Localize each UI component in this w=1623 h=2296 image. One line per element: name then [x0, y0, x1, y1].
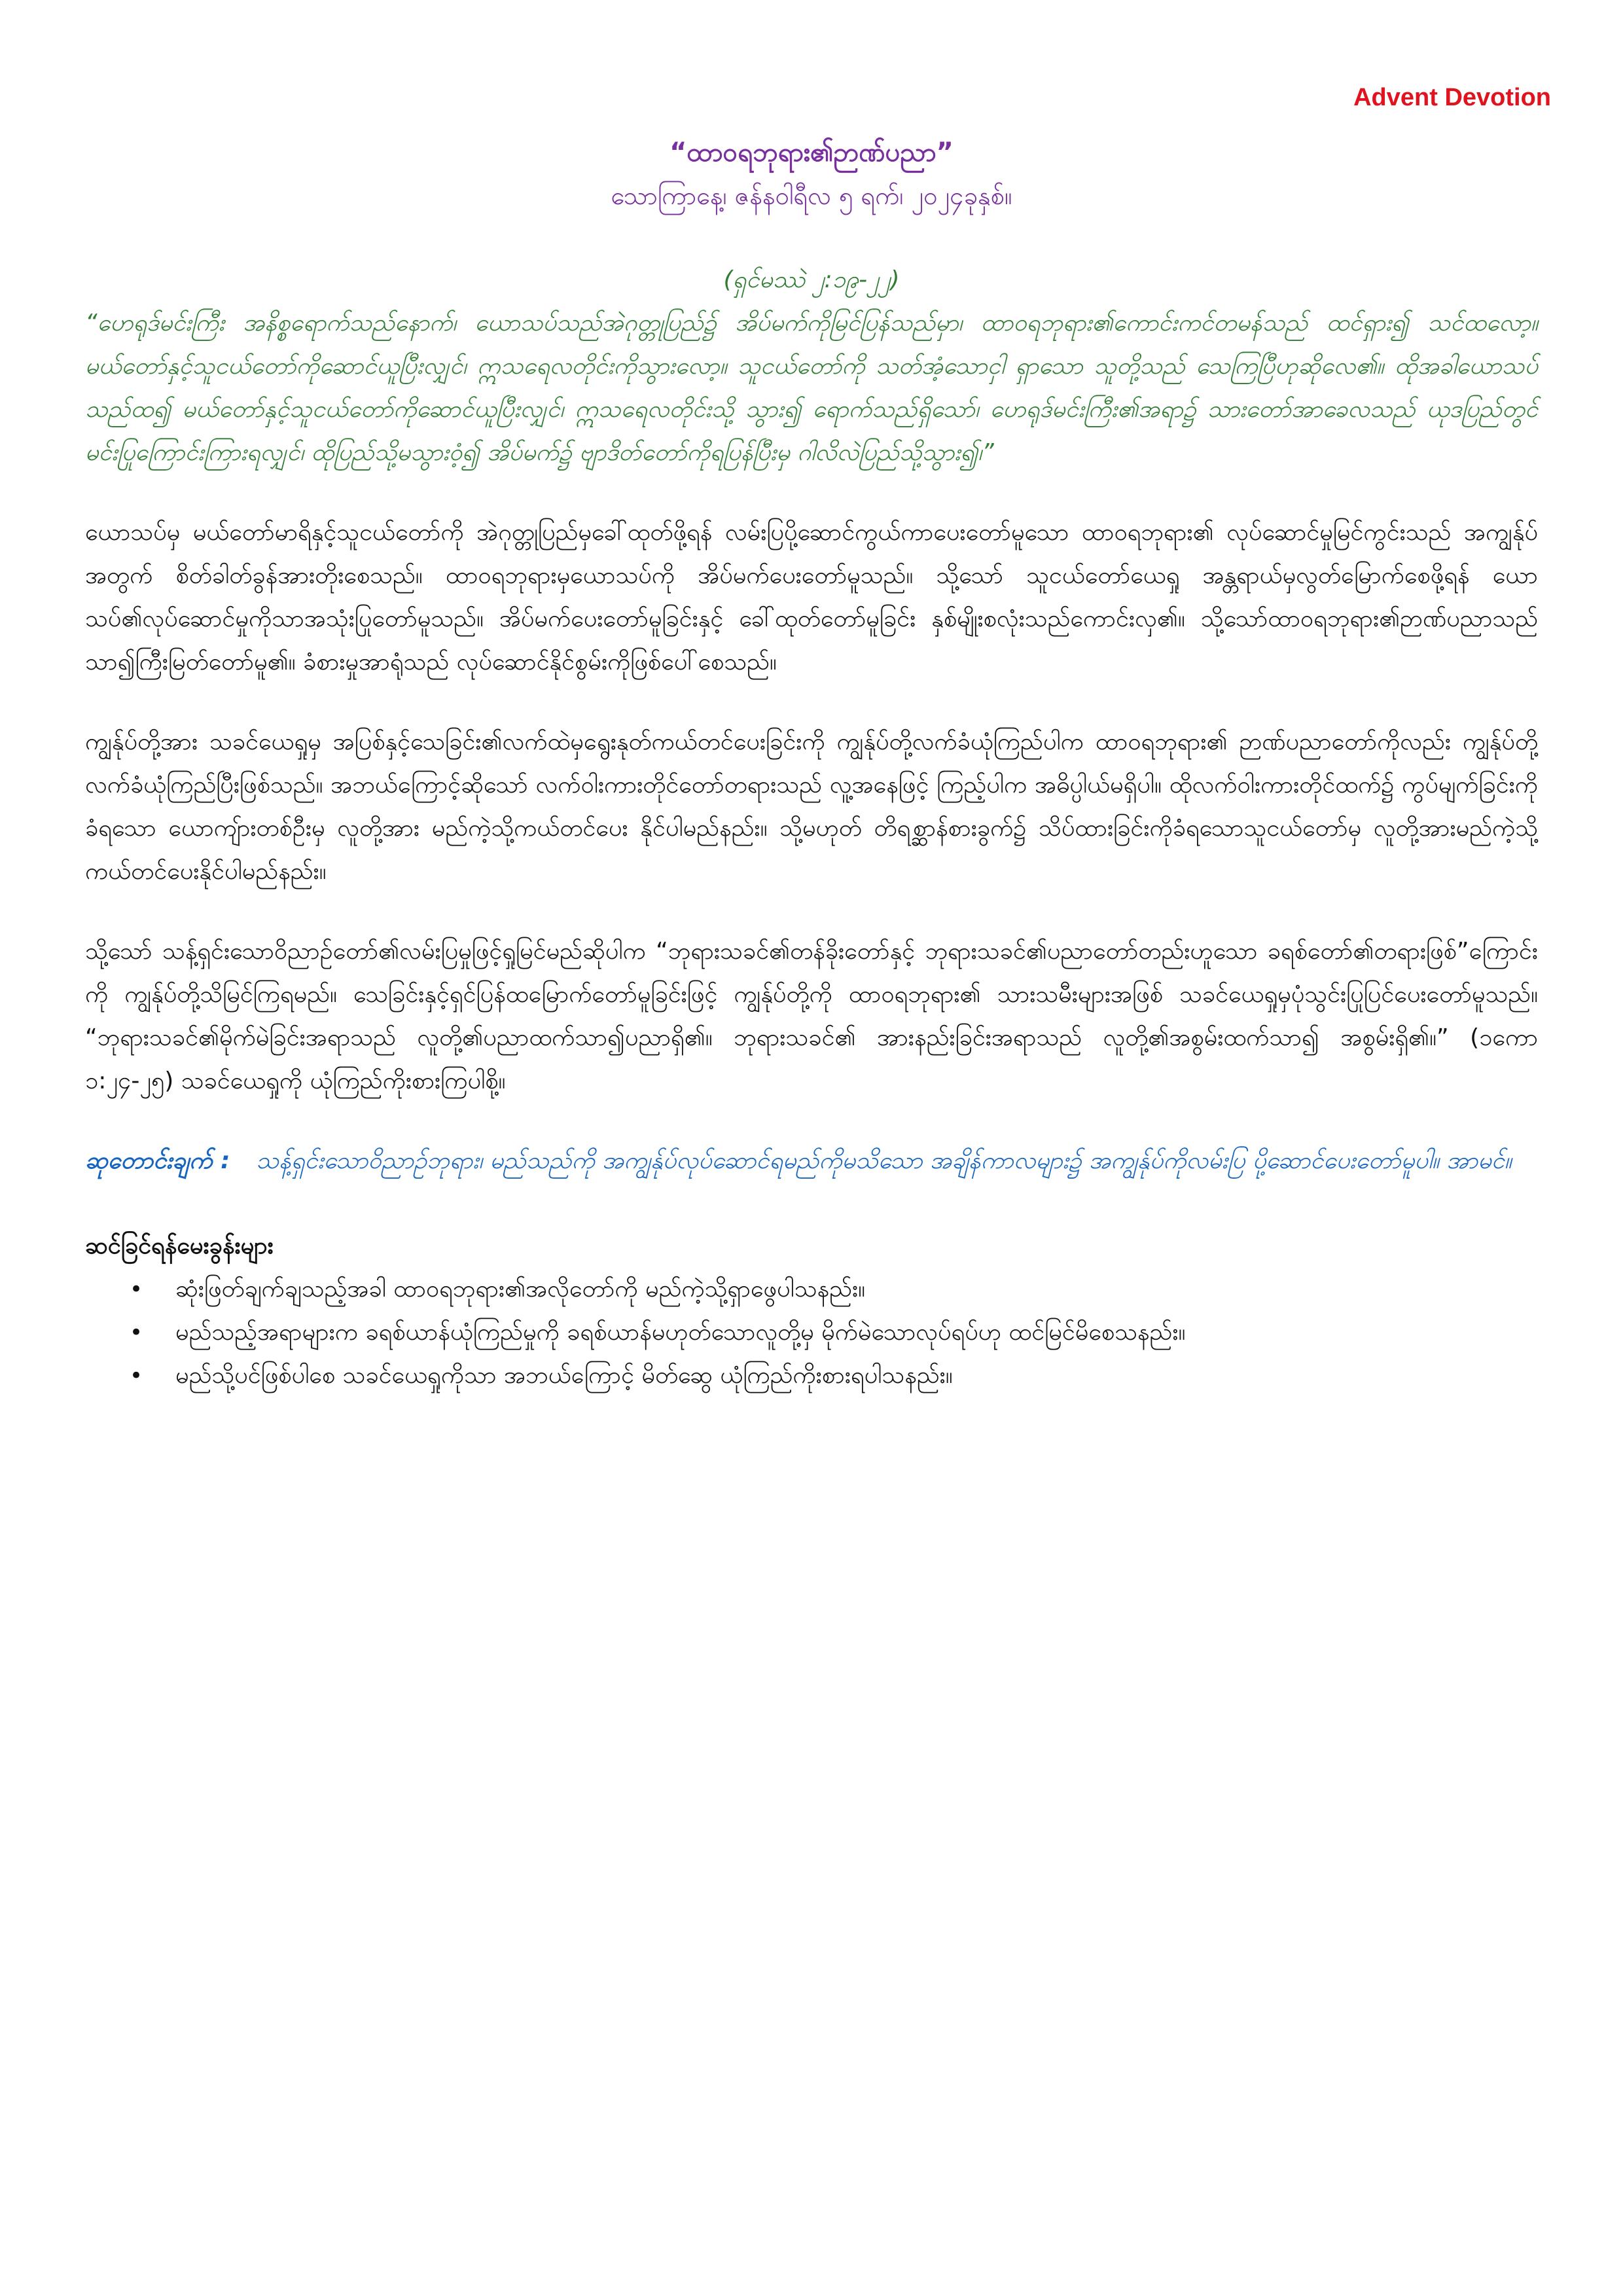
body-paragraph: သို့သော် သန့်ရှင်းသောဝိညာဉ်တော်၏လမ်းပြမှုဖြင့်ရှုမြင်မည်ဆိုပါက “ဘုရားသခင်၏တန်ခိုးတော်နှင့် ဘုရားသခင်၏ပညာတော်တည်းဟူသော ခရစ်တော်၏တရားဖြစ်”ကြောင်းကို ကျွန်ုပ်တို့သိမြင်ကြရမည်။ သေခြင်းနှင့်ရှင်ပြန်ထမြောက်တော်မူခြင်းဖြင့် ကျွန်ုပ်တို့ကို ထာဝရဘုရား၏ သားသမီးများအဖြစ် သခင်ယေရှုမှပုံသွင်းပြုပြင်ပေးတော်မူသည်။ “ဘုရားသခင်၏မိုက်မဲခြင်းအရာသည် လူတို့၏ပညာထက်သာ၍ပညာရှိ၏။ ဘုရားသခင်၏ အားနည်းခြင်းအရာသည် လူတို့၏အစွမ်းထက်သာ၍ အစွမ်းရှိ၏။” (၁ကော ၁:၂၄-၂၅) သခင်ယေရှုကို ယုံကြည်ကိုးစားကြပါစို့။ — [85, 938, 1538, 1094]
body-paragraph: ယောသပ်မှ မယ်တော်မာရိနှင့်သူငယ်တော်ကို အဲဂုတ္တုပြည်မှခေါ်ထုတ်ဖို့ရန် လမ်းပြပို့ဆောင်ကွယ်ကာပေးတော်မူသော ထာဝရဘုရား၏ လုပ်ဆောင်မှုမြင်ကွင်းသည် အကျွန်ုပ်အတွက် စိတ်ခါတ်ခွန်အားတိုးစေသည်။ ထာဝရဘုရားမှယောသပ်ကို အိပ်မက်ပေးတော်မူသည်။ သို့သော် သူငယ်တော်ယေရှု အန္တရာယ်မှလွတ်မြောက်စေဖို့ရန် ယောသပ်၏လုပ်ဆောင်မှုကိုသာအသုံးပြုတော်မူသည်။ အိပ်မက်ပေးတော်မူခြင်းနှင့် ခေါ်ထုတ်တော်မူခြင်း နှစ်မျိုးစလုံးသည်ကောင်းလှ၏။ သို့သော်ထာဝရဘုရား၏ဉာဏ်ပညာသည် သာ၍ကြီးမြတ်တော်မူ၏။ ခံစားမှုအာရုံသည် လုပ်ဆောင်နိုင်စွမ်းကိုဖြစ်ပေါ်စေသည်။ — [85, 519, 1538, 675]
question-item — [130, 1354, 1538, 1397]
scripture-reference: (ရှင်မဿဲ ၂:၁၉-၂၂) — [723, 266, 900, 293]
question-item — [130, 1268, 1538, 1311]
title-block — [0, 131, 1623, 217]
questions-list — [85, 1268, 1538, 1397]
prayer-label: ဆုတောင်းချက် : — [85, 1147, 230, 1174]
header-tag: Advent Devotion — [1353, 84, 1551, 111]
question-text: ဆုံးဖြတ်ချက်ချသည့်အခါ ထာဝရဘုရား၏အလိုတော်ကို မည်ကဲ့သို့ရှာဖွေပါသနည်း။ — [175, 1276, 866, 1302]
prayer-section — [85, 1139, 1538, 1183]
question-item — [130, 1311, 1538, 1354]
question-text: မည်သို့ပင်ဖြစ်ပါစေ သခင်ယေရှုကိုသာ အဘယ်ကြောင့် မိတ်ဆွေ ယုံကြည်ကိုးစားရပါသနည်း။ — [175, 1362, 953, 1389]
devotion-date: သောကြာနေ့၊ ဇန်နဝါရီလ ၅ ရက်၊ ၂၀၂၄ခုနှစ်။ — [611, 181, 1012, 210]
bullet-icon: • — [130, 1319, 143, 1346]
bullet-icon: • — [130, 1276, 143, 1302]
prayer-text: သန့်ရှင်းသောဝိညာဉ်ဘုရား၊ မည်သည်ကို အကျွန်ုပ်လုပ်ဆောင်ရမည်ကိုမသိသော အချိန်ကာလများ၌ အကျွန်ုပ်ကိုလမ်းပြ ပို့ဆောင်ပေးတော်မူပါ။ အာမင်။ — [256, 1147, 1512, 1174]
scripture-text: “ဟေရုဒ်မင်းကြီး အနိစ္စရောက်သည်နောက်၊ ယောသပ်သည်အဲဂုတ္တုပြည်၌ အိပ်မက်ကိုမြင်ပြန်သည်မှာ၊ ထာဝရဘုရား၏ကောင်းကင်တမန်သည် ထင်ရှား၍ သင်ထလော့။ မယ်တော်နှင့်သူငယ်တော်ကိုဆောင်ယူပြီးလျှင်၊ ဣသရေလတိုင်းကိုသွားလော့။ သူငယ်တော်ကို သတ်အံ့သောငှါ ရှာသော သူတို့သည် သေကြပြီဟုဆိုလေ၏။ ထိုအခါယောသပ်သည်ထ၍ မယ်တော်နှင့်သူငယ်တော်ကိုဆောင်ယူပြီးလျှင်၊ ဣသရေလတိုင်းသို့ သွား၍ ရောက်သည်ရှိသော်၊ ဟေရုဒ်မင်းကြီး၏အရာ၌ သားတော်အာခေလသည် ယုဒပြည်တွင် မင်းပြုကြောင်းကြားရလျှင်၊ ထိုပြည်သို့မသွားဝံ့၍ အိပ်မက်၌ ဗျာဒိတ်တော်ကိုရပြန်ပြီးမှ ဂါလိလဲပြည်သို့သွား၍၊” — [85, 310, 1538, 466]
body-paragraph: ကျွန်ုပ်တို့အား သခင်ယေရှုမှ အပြစ်နှင့်သေခြင်း၏လက်ထဲမှရွေးနုတ်ကယ်တင်ပေးခြင်းကို ကျွန်ုပ်တို့လက်ခံယုံကြည်ပါက ထာဝရဘုရား၏ ဉာဏ်ပညာတော်ကိုလည်း ကျွန်ုပ်တို့လက်ခံယုံကြည်ပြီးဖြစ်သည်။ အဘယ်ကြောင့်ဆိုသော် လက်ဝါးကားတိုင်တော်တရားသည် လူ့အနေဖြင့် ကြည့်ပါက အဓိပ္ပါယ်မရှိပါ။ ထိုလက်ဝါးကားတိုင်ထက်၌ ကွပ်မျက်ခြင်းကိုခံရသော ယောကျ်ားတစ်ဦးမှ လူတို့အား မည်ကဲ့သို့ကယ်တင်ပေး နိုင်ပါမည်နည်း။ သို့မဟုတ် တိရစ္ဆာန်စားခွက်၌ သိပ်ထားခြင်းကိုခံရသောသူငယ်တော်မှ လူတို့အားမည်ကဲ့သို့ကယ်တင်ပေးနိုင်ပါမည်နည်း။ — [85, 728, 1538, 885]
bullet-icon: • — [130, 1363, 143, 1389]
devotion-title: “ထာဝရဘုရား၏ဉာဏ်ပညာ” — [669, 137, 954, 168]
devotion-content — [85, 259, 1538, 1397]
question-text: မည်သည့်အရာများက ခရစ်ယာန်ယုံကြည်မှုကို ခရစ်ယာန်မဟုတ်သောလူတို့မှ မိုက်မဲသောလုပ်ရပ်ဟု ထင်မြင်မိစေသနည်း။ — [175, 1319, 1186, 1346]
questions-heading: ဆင်ခြင်ရန်မေးခွန်းများ — [85, 1232, 274, 1259]
